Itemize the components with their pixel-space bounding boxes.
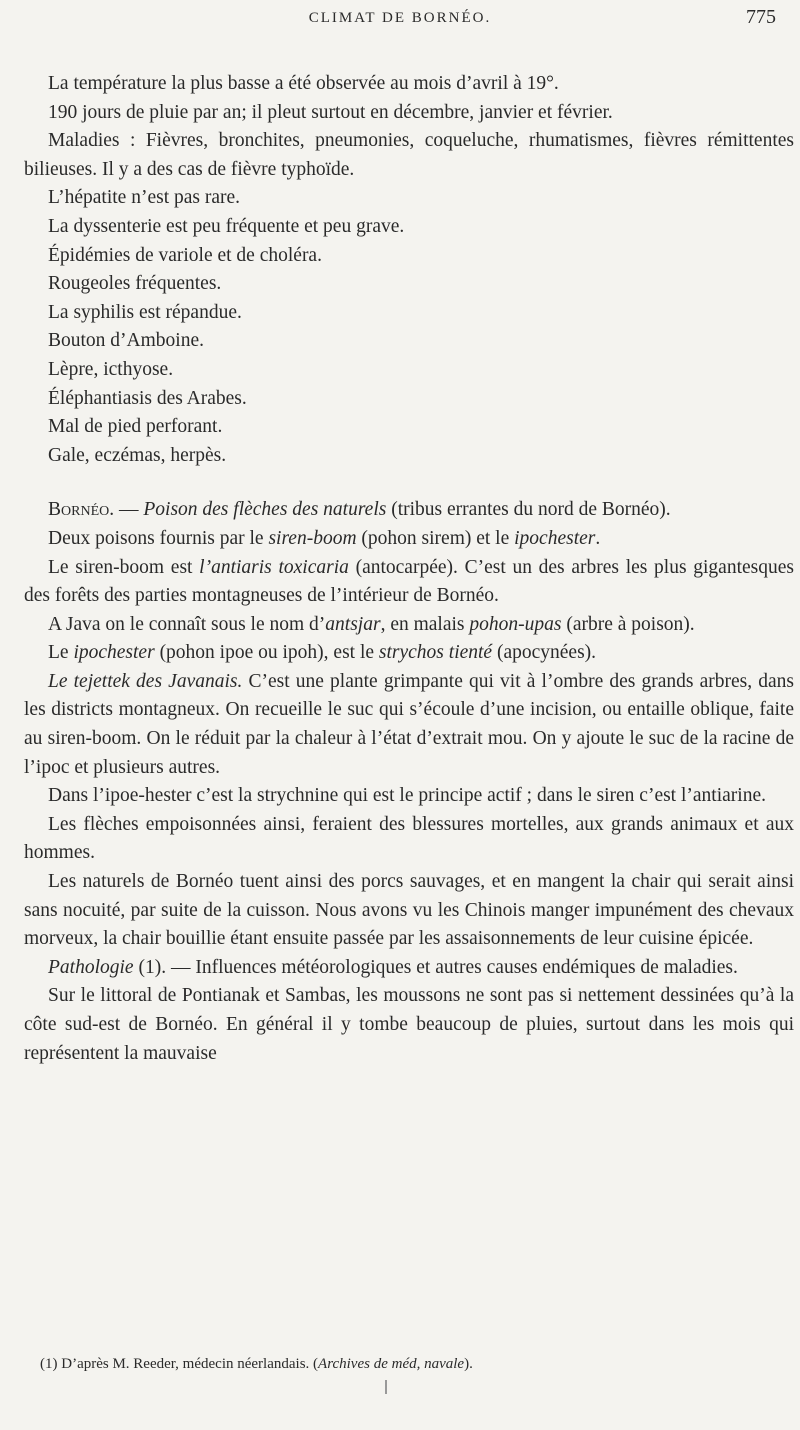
paragraph-syphilis: La syphilis est répandue. — [48, 301, 242, 323]
paragraph-siren-boom — [24, 554, 794, 611]
italic-term: ipochester — [514, 527, 596, 549]
paragraph-two-poisons — [24, 525, 794, 554]
text-run: C’est une plante grimpante qui vit à l’ombre des grands arbres, dans les districts montagneux. On recueille le suc qui s’écoule d’une incision, ou entaille oblique, faite au siren-boom. On le réduit par la chaleur à l’état d’extrait mou. On y ajoute le suc de la racine de l’ipoc et plusieurs autres. — [24, 670, 794, 778]
footnote-text: (1) D’après M. Reeder, médecin néerlandais. ( — [40, 1356, 319, 1372]
italic-term: pohon-upas — [469, 613, 562, 635]
paragraph-active-principle: Dans l’ipoe-hester c’est la strychnine qui est le principe actif ; dans le siren c’est l’antiarine. — [48, 785, 766, 807]
footnote-ref: (1). — [133, 956, 167, 978]
paragraph-hepatitis: L’hépatite n’est pas rare. — [48, 187, 241, 209]
text-run: . — [595, 527, 601, 549]
text-run: (arbre à poison). — [561, 613, 695, 635]
italic-term: Pathologie — [48, 956, 134, 978]
print-mark — [385, 1380, 387, 1394]
footnote — [40, 1356, 780, 1373]
paragraph-poisoned-arrows: Les flèches empoisonnées ainsi, feraient des blessures mortelles, aux grands animaux et aux hommes. — [24, 813, 794, 864]
running-title: CLIMAT DE BORNÉO. — [308, 10, 492, 26]
text-run: (pohon sirem) et le — [356, 527, 515, 549]
paragraph-perforating-foot: Mal de pied perforant. — [48, 416, 223, 438]
italic-term: antsjar — [325, 613, 381, 635]
section-title-rest: (tribus errantes du nord de Bornéo). — [386, 499, 671, 521]
paragraph-ipochester — [24, 639, 794, 668]
body-text — [24, 70, 794, 1068]
paragraph-rain-days: 190 jours de pluie par an; il pleut surtout en décembre, janvier et février. — [48, 101, 613, 123]
paragraph-java-name — [24, 611, 794, 640]
text-run: Le siren-boom est — [48, 556, 200, 578]
paragraph-elephantiasis: Éléphantiasis des Arabes. — [48, 387, 247, 409]
paragraph-tejettek — [24, 668, 794, 782]
footnote-end: ). — [464, 1356, 473, 1372]
italic-term: ipochester — [73, 642, 155, 664]
paragraph-dysentery: La dyssenterie est peu fréquente et peu grave. — [48, 215, 405, 237]
section-label: Bornéo. — [48, 499, 115, 521]
text-run: (pohon ipoe ou ipoh), est le — [154, 642, 379, 664]
text-run: (antocarpée). C’est un des arbres les plus gigantesques des forêts des parties montagneuses de l’intérieur de Bornéo. — [24, 556, 794, 607]
footnote-source: Archives de méd, navale — [318, 1356, 465, 1372]
text-run: — Influences météorologiques et autres causes endémiques de maladies. — [166, 956, 738, 978]
section-title: Poison des flèches des naturels — [143, 499, 387, 521]
text-run: , en malais — [380, 613, 470, 635]
text-run: (apocynées). — [492, 642, 597, 664]
paragraph-epidemics: Épidémies de variole et de choléra. — [48, 244, 322, 266]
paragraph-measles: Rougeoles fréquentes. — [48, 273, 222, 295]
italic-term: strychos tienté — [378, 642, 493, 664]
paragraph-arrow-poison — [24, 496, 794, 525]
text-run: Deux poisons fournis par le — [48, 527, 269, 549]
paragraph-amboina-button: Bouton d’Amboine. — [48, 330, 204, 352]
page-number: 775 — [746, 6, 776, 28]
paragraph-monsoons: Sur le littoral de Pontianak et Sambas, les moussons ne sont pas si nettement dessinées qu’à la côte sud-est de Bornéo. En général il y tombe beaucoup de pluies, surtout dans les mois qui représentent la mauvaise — [24, 985, 794, 1064]
section-dash: — — [114, 499, 144, 521]
italic-term: Le tejettek des Javanais. — [48, 670, 243, 692]
paragraph-scabies: Gale, eczémas, herpès. — [48, 444, 227, 466]
paragraph-leprosy: Lèpre, icthyose. — [48, 358, 174, 380]
paragraph-lowest-temperature: La température la plus basse a été observée au mois d’avril à 19°. — [48, 73, 559, 94]
text-run: A Java on le connaît sous le nom d’ — [48, 613, 326, 635]
text-run: Le — [48, 642, 74, 664]
paragraph-diseases: Maladies : Fièvres, bronchites, pneumonies, coqueluche, rhumatismes, fièvres rémittentes bilieuses. Il y a des cas de fièvre typhoïde. — [24, 130, 794, 180]
paragraph-natives-hunting: Les naturels de Bornéo tuent ainsi des porcs sauvages, et en mangent la chair qui serait ainsi sans nocuité, par suite de la cuisson. Nous avons vu les Chinois manger impunément des chevaux morveux, la chair bouillie étant ensuite passée par les assaisonnements de leur cuisine épicée. — [24, 871, 794, 950]
italic-term: l’antiaris toxicaria — [199, 556, 349, 578]
italic-term: siren-boom — [268, 527, 357, 549]
paragraph-pathology — [24, 954, 794, 983]
